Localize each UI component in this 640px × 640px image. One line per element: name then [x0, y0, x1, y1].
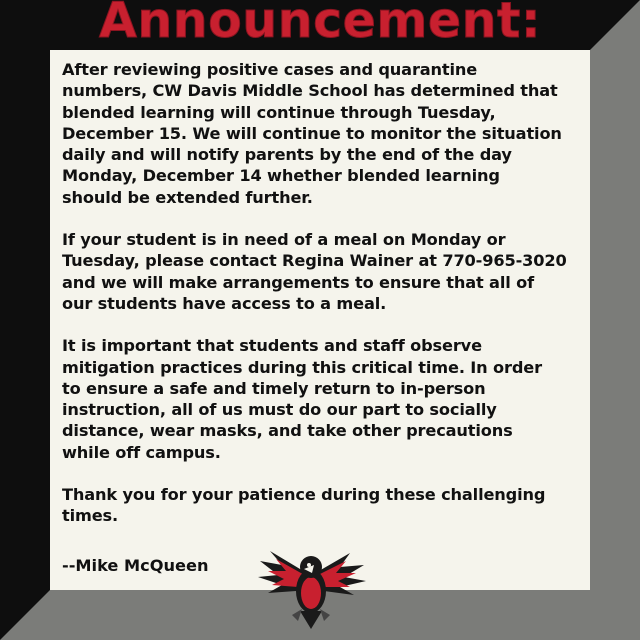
- paragraph-meal-contact: If your student is in need of a meal on Monday or Tuesday, please contact Regina Wainer at 770-965-3020 and we will make arrangements to ensure that all of our students have access to a meal.: [62, 230, 567, 313]
- paragraph-blended-learning: After reviewing positive cases and quarantine numbers, CW Davis Middle School has determined that blended learning will continue through Tuesday, December 15. We will continue to monitor the situation daily and will notify parents by the end of the day Monday, December 14 whether blended learning should be extended further.: [62, 60, 562, 207]
- hawk-mascot-icon: [252, 545, 370, 633]
- paragraph-thank-you: Thank you for your patience during these challenging times.: [62, 485, 546, 526]
- announcement-body: [62, 59, 592, 548]
- paragraph-mitigation: It is important that students and staff observe mitigation practices during this critical time. In order to ensure a safe and timely return to in-person instruction, all of us must do our part to socially distance, wear masks, and take other precautions while off campus.: [62, 336, 542, 462]
- signature: --Mike McQueen: [62, 556, 209, 575]
- announcement-title: Announcement:: [98, 0, 542, 49]
